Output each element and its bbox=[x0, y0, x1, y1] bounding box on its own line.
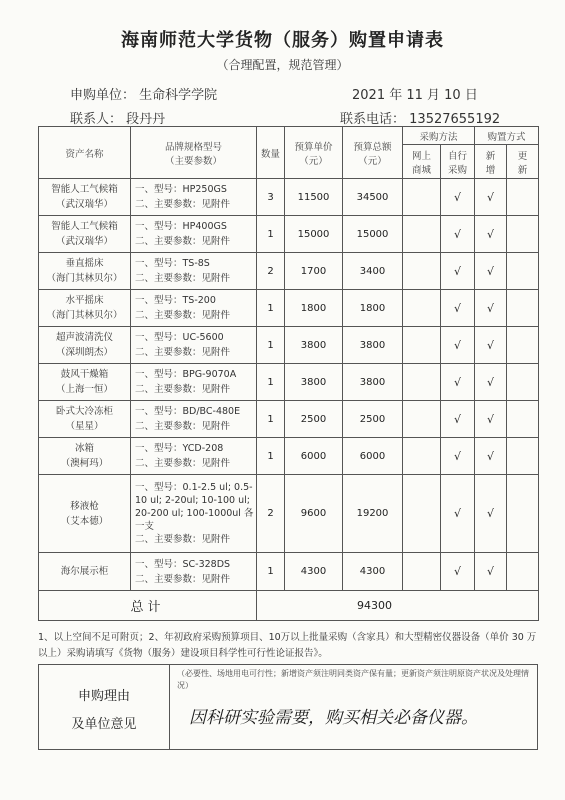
unit-price-cell: 6000 bbox=[285, 438, 343, 475]
spec-model: 一、型号：UC-5600 bbox=[135, 332, 224, 343]
contact-phone bbox=[340, 108, 500, 127]
qty-cell: 1 bbox=[257, 364, 285, 401]
self-cell: √ bbox=[441, 216, 475, 253]
spec-cell bbox=[131, 327, 257, 364]
header-purchase-method: 采购方法 bbox=[403, 127, 475, 145]
form-subtitle: （合理配置，规范管理） bbox=[216, 58, 349, 72]
asset-name-cell bbox=[39, 327, 131, 364]
self-cell: √ bbox=[441, 475, 475, 553]
spec-cell bbox=[131, 553, 257, 591]
renew-cell bbox=[507, 327, 539, 364]
header-total-price-line1: 预算总额 bbox=[353, 141, 392, 153]
qty-cell: 2 bbox=[257, 253, 285, 290]
asset-name-cell bbox=[39, 438, 131, 475]
new-cell: √ bbox=[475, 553, 507, 591]
asset-brand: （海门其林贝尔） bbox=[46, 273, 123, 284]
total-cell: 3400 bbox=[343, 253, 403, 290]
asset-name: 冰箱 bbox=[74, 443, 94, 454]
spec-model: 一、型号：SC-328DS bbox=[135, 558, 231, 570]
total-cell: 19200 bbox=[343, 475, 403, 553]
spec-cell bbox=[131, 364, 257, 401]
spec-model: 一、型号：0.1-2.5 ul; 0.5-10 ul; 2-20ul; 10-100 ul; 20-200 ul; 100-1000ul 各一支 bbox=[135, 482, 254, 532]
contact-person bbox=[70, 108, 165, 127]
renew-cell bbox=[507, 553, 539, 591]
asset-name-cell bbox=[39, 553, 131, 591]
unit-price-cell: 4300 bbox=[285, 553, 343, 591]
new-cell: √ bbox=[475, 401, 507, 438]
new-cell: √ bbox=[475, 475, 507, 553]
spec-model: 一、型号：TS-200 bbox=[135, 295, 216, 306]
self-cell: √ bbox=[441, 438, 475, 475]
table-row bbox=[39, 327, 539, 364]
asset-brand: （武汉瑞华） bbox=[55, 199, 113, 210]
self-cell: √ bbox=[441, 179, 475, 216]
asset-brand: （上海一恒） bbox=[55, 384, 113, 395]
header-method-self-line1: 自行 bbox=[448, 150, 468, 162]
spec-params: 二、主要参数：见附件 bbox=[135, 534, 231, 545]
online-cell bbox=[403, 364, 441, 401]
reason-instruction: （必要性、场地用电可行性；新增资产须注明同类资产保有量；更新资产须注明原资产状况及处理情况） bbox=[177, 669, 529, 690]
spec-params: 二、主要参数：见附件 bbox=[135, 384, 231, 395]
table-row bbox=[39, 438, 539, 475]
request-date: 2021 年 11 月 10 日 bbox=[352, 88, 478, 103]
asset-name-cell bbox=[39, 253, 131, 290]
table-row bbox=[39, 179, 539, 216]
renew-cell bbox=[507, 290, 539, 327]
spec-model: 一、型号：YCD-208 bbox=[135, 443, 224, 454]
asset-name-cell bbox=[39, 179, 131, 216]
total-cell: 4300 bbox=[343, 553, 403, 591]
total-row bbox=[39, 591, 539, 621]
new-cell: √ bbox=[475, 364, 507, 401]
online-cell bbox=[403, 475, 441, 553]
unit-price-cell: 3800 bbox=[285, 364, 343, 401]
asset-name-cell bbox=[39, 364, 131, 401]
online-cell bbox=[403, 290, 441, 327]
qty-cell: 1 bbox=[257, 216, 285, 253]
renew-cell bbox=[507, 364, 539, 401]
unit-price-cell: 1700 bbox=[285, 253, 343, 290]
reason-label-line2: 及单位意见 bbox=[71, 717, 137, 732]
spec-model: 一、型号：TS-8S bbox=[135, 258, 210, 269]
unit-price-cell: 1800 bbox=[285, 290, 343, 327]
unit-label: 申购单位： bbox=[70, 88, 136, 103]
form-title: 海南师范大学货物（服务）购置申请表 bbox=[121, 30, 444, 51]
spec-model: 一、型号：HP250GS bbox=[135, 184, 227, 195]
total-cell: 3800 bbox=[343, 327, 403, 364]
applicant-unit bbox=[70, 84, 217, 103]
asset-name-cell bbox=[39, 401, 131, 438]
asset-name: 海尔展示柜 bbox=[60, 566, 109, 577]
new-cell: √ bbox=[475, 438, 507, 475]
header-total-price-line2: （元） bbox=[358, 155, 387, 167]
asset-name: 卧式大冷冻柜 bbox=[55, 406, 113, 417]
total-cell: 34500 bbox=[343, 179, 403, 216]
spec-params: 二、主要参数：见附件 bbox=[135, 199, 231, 210]
unit-price-cell: 3800 bbox=[285, 327, 343, 364]
unit-price-cell: 2500 bbox=[285, 401, 343, 438]
spec-model: 一、型号：BD/BC-480E bbox=[135, 406, 241, 417]
self-cell: √ bbox=[441, 553, 475, 591]
spec-cell bbox=[131, 216, 257, 253]
asset-brand: （澳柯玛） bbox=[60, 458, 109, 469]
spec-cell bbox=[131, 438, 257, 475]
total-cell: 2500 bbox=[343, 401, 403, 438]
reason-label-line1: 申购理由 bbox=[77, 689, 130, 704]
online-cell bbox=[403, 553, 441, 591]
asset-name: 水平摇床 bbox=[65, 295, 104, 306]
self-cell: √ bbox=[441, 327, 475, 364]
qty-cell: 2 bbox=[257, 475, 285, 553]
qty-cell: 1 bbox=[257, 438, 285, 475]
header-method-self-line2: 采购 bbox=[448, 164, 468, 176]
unit-price-cell: 9600 bbox=[285, 475, 343, 553]
contact-value: 段丹丹 bbox=[126, 112, 166, 127]
spec-params: 二、主要参数：见附件 bbox=[135, 310, 231, 321]
form-note: 1、以上空间不足可附页；2、年初政府采购预算项目、10万以上批量采购（含家具）和大型精密仪器设备（单价 30 万以上）采购请填写《货物（服务）建设项目科学性可行性论证报告》。 bbox=[38, 632, 537, 659]
online-cell bbox=[403, 216, 441, 253]
table-row bbox=[39, 253, 539, 290]
renew-cell bbox=[507, 253, 539, 290]
asset-name: 智能人工气候箱 bbox=[51, 221, 118, 232]
header-type-renew-line2: 新 bbox=[517, 164, 528, 176]
total-value: 94300 bbox=[257, 591, 539, 621]
spec-params: 二、主要参数：见附件 bbox=[135, 458, 231, 469]
online-cell bbox=[403, 438, 441, 475]
spec-params: 二、主要参数：见附件 bbox=[135, 236, 231, 247]
header-total-price bbox=[343, 127, 403, 179]
header-method-online-line2: 商城 bbox=[411, 164, 431, 176]
spec-params: 二、主要参数：见附件 bbox=[135, 347, 231, 358]
header-type-new-line1: 新 bbox=[485, 150, 496, 162]
asset-brand: （星星） bbox=[65, 421, 104, 432]
header-spec-line1: 品牌规格型号 bbox=[164, 141, 222, 153]
reason-label-cell bbox=[39, 665, 170, 749]
phone-value: 13527655192 bbox=[409, 112, 501, 127]
total-label: 总计 bbox=[39, 591, 257, 621]
spec-model: 一、型号：HP400GS bbox=[135, 221, 227, 232]
header-method-online bbox=[403, 145, 441, 179]
unit-price-cell: 11500 bbox=[285, 179, 343, 216]
renew-cell bbox=[507, 475, 539, 553]
header-spec-line2: （主要参数） bbox=[164, 155, 222, 167]
spec-params: 二、主要参数：见附件 bbox=[135, 273, 231, 284]
asset-name: 智能人工气候箱 bbox=[51, 184, 118, 195]
unit-price-cell: 15000 bbox=[285, 216, 343, 253]
self-cell: √ bbox=[441, 253, 475, 290]
header-type-renew-line1: 更 bbox=[517, 150, 528, 162]
self-cell: √ bbox=[441, 290, 475, 327]
asset-brand: （深圳朗杰） bbox=[55, 347, 113, 358]
asset-name-cell bbox=[39, 475, 131, 553]
asset-name: 垂直摇床 bbox=[65, 258, 104, 269]
total-cell: 3800 bbox=[343, 364, 403, 401]
renew-cell bbox=[507, 401, 539, 438]
header-quantity: 数量 bbox=[257, 127, 285, 179]
asset-brand: （海门其林贝尔） bbox=[46, 310, 123, 321]
asset-name-cell bbox=[39, 216, 131, 253]
table-row bbox=[39, 216, 539, 253]
qty-cell: 1 bbox=[257, 401, 285, 438]
table-row bbox=[39, 475, 539, 553]
qty-cell: 1 bbox=[257, 290, 285, 327]
qty-cell: 1 bbox=[257, 553, 285, 591]
spec-cell bbox=[131, 179, 257, 216]
spec-cell bbox=[131, 290, 257, 327]
self-cell: √ bbox=[441, 401, 475, 438]
header-unit-price-line2: （元） bbox=[299, 155, 328, 167]
unit-value: 生命科学学院 bbox=[139, 88, 218, 103]
contact-label: 联系人： bbox=[70, 112, 123, 127]
header-unit-price bbox=[285, 127, 343, 179]
asset-brand: （艾本德） bbox=[60, 515, 109, 527]
renew-cell bbox=[507, 438, 539, 475]
renew-cell bbox=[507, 216, 539, 253]
online-cell bbox=[403, 253, 441, 290]
spec-cell bbox=[131, 401, 257, 438]
renew-cell bbox=[507, 179, 539, 216]
spec-params: 二、主要参数：见附件 bbox=[135, 573, 231, 585]
asset-name-cell bbox=[39, 290, 131, 327]
header-method-self bbox=[441, 145, 475, 179]
total-cell: 15000 bbox=[343, 216, 403, 253]
header-asset-name: 资产名称 bbox=[39, 127, 131, 179]
spec-model: 一、型号：BPG-9070A bbox=[135, 369, 237, 380]
reason-handwritten: 因科研实验需要，购买相关必备仪器。 bbox=[189, 708, 478, 728]
spec-cell bbox=[131, 253, 257, 290]
items-table bbox=[38, 126, 539, 621]
table-row bbox=[39, 553, 539, 591]
header-unit-price-line1: 预算单价 bbox=[294, 141, 333, 153]
table-row bbox=[39, 401, 539, 438]
spec-params: 二、主要参数：见附件 bbox=[135, 421, 231, 432]
header-purchase-type: 购置方式 bbox=[475, 127, 539, 145]
header-method-online-line1: 网上 bbox=[411, 150, 431, 162]
header-type-new-line2: 增 bbox=[485, 164, 496, 176]
online-cell bbox=[403, 179, 441, 216]
asset-name: 鼓风干燥箱 bbox=[60, 369, 109, 380]
asset-brand: （武汉瑞华） bbox=[55, 236, 113, 247]
new-cell: √ bbox=[475, 216, 507, 253]
qty-cell: 1 bbox=[257, 327, 285, 364]
table-row bbox=[39, 290, 539, 327]
asset-name: 移液枪 bbox=[70, 500, 99, 512]
new-cell: √ bbox=[475, 290, 507, 327]
new-cell: √ bbox=[475, 253, 507, 290]
self-cell: √ bbox=[441, 364, 475, 401]
header-type-new bbox=[475, 145, 507, 179]
asset-name: 超声波清洗仪 bbox=[55, 332, 113, 343]
online-cell bbox=[403, 401, 441, 438]
online-cell bbox=[403, 327, 441, 364]
header-spec bbox=[131, 127, 257, 179]
header-type-renew bbox=[507, 145, 539, 179]
new-cell: √ bbox=[475, 327, 507, 364]
table-row bbox=[39, 364, 539, 401]
reason-section bbox=[38, 664, 538, 750]
total-cell: 6000 bbox=[343, 438, 403, 475]
total-cell: 1800 bbox=[343, 290, 403, 327]
spec-cell bbox=[131, 475, 257, 553]
new-cell: √ bbox=[475, 179, 507, 216]
phone-label: 联系电话： bbox=[340, 112, 406, 127]
qty-cell: 3 bbox=[257, 179, 285, 216]
